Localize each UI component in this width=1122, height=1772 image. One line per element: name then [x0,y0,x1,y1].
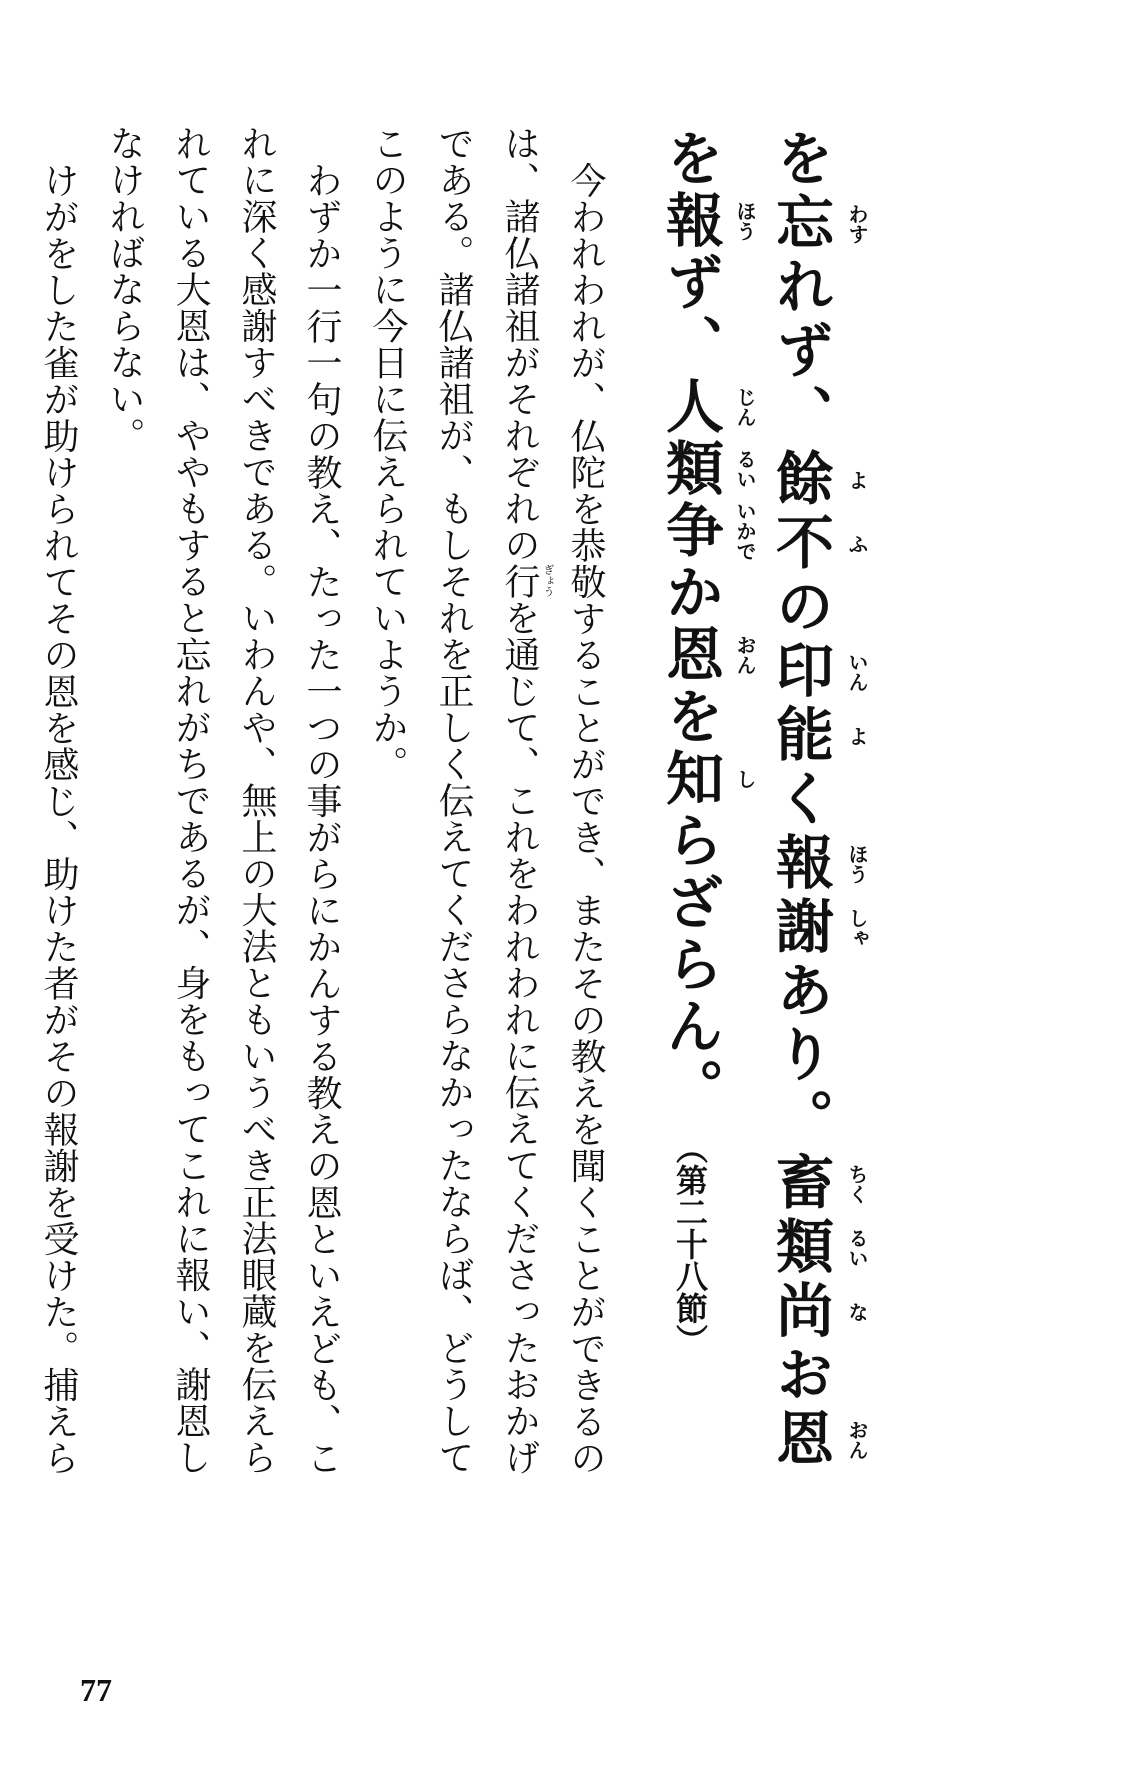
body-line: 今われわれが、仏陀を恭敬することができ、またその教えを聞くことができるの [565,161,606,1476]
verse-line-2: を報ず、人類争か恩を知らざらん。 [656,128,724,1120]
body-line: このように今日に伝えられていようか。 [367,125,408,782]
furigana: し [733,769,757,789]
body-line: なければならない。 [104,125,145,454]
page-number: 77 [80,1672,112,1708]
furigana: ちく [845,1164,869,1204]
section-citation: （第二十八節） [671,1132,709,1356]
body-line: は、諸仏諸祖がそれぞれの行を通じて、これをわれわれに伝えてくださったおかげ [499,125,540,1476]
furigana: るい [845,1228,869,1268]
body-line: である。諸仏諸祖が、もしそれを正しく伝えてくださらなかったならば、どうして [433,125,474,1476]
furigana: ほう [733,201,757,241]
furigana: よ [845,726,869,746]
furigana: ほう [845,844,869,884]
body-line: わずか一行一句の教え、たった一つの事がらにかんする教えの恩といえども、こ [301,161,342,1476]
furigana: な [845,1302,869,1322]
furigana: おん [845,1420,869,1460]
furigana: よ [845,470,869,490]
furigana: しゃ [845,908,869,948]
furigana: じん [733,387,757,427]
verse-line-1: を忘れず、餘不の印能く報謝あり。畜類尚お恩 [766,128,834,1472]
furigana: わす [845,204,869,244]
furigana: ぎょう [542,564,555,597]
furigana: るい [733,449,757,489]
body-line: れている大恩は、ややもすると忘れがちであるが、身をもってこれに報い、謝恩し [170,125,211,1476]
furigana: いかで [733,501,757,561]
body-line: れに深く感謝すべきである。いわんや、無上の大法ともいうべき正法眼蔵を伝えら [236,125,277,1476]
body-line: けがをした雀が助けられてその恩を感じ、助けた者がその報謝を受けた。捕えら [38,161,79,1476]
furigana: おん [733,635,757,675]
furigana: いん [845,652,869,692]
furigana: ふ [845,534,869,554]
